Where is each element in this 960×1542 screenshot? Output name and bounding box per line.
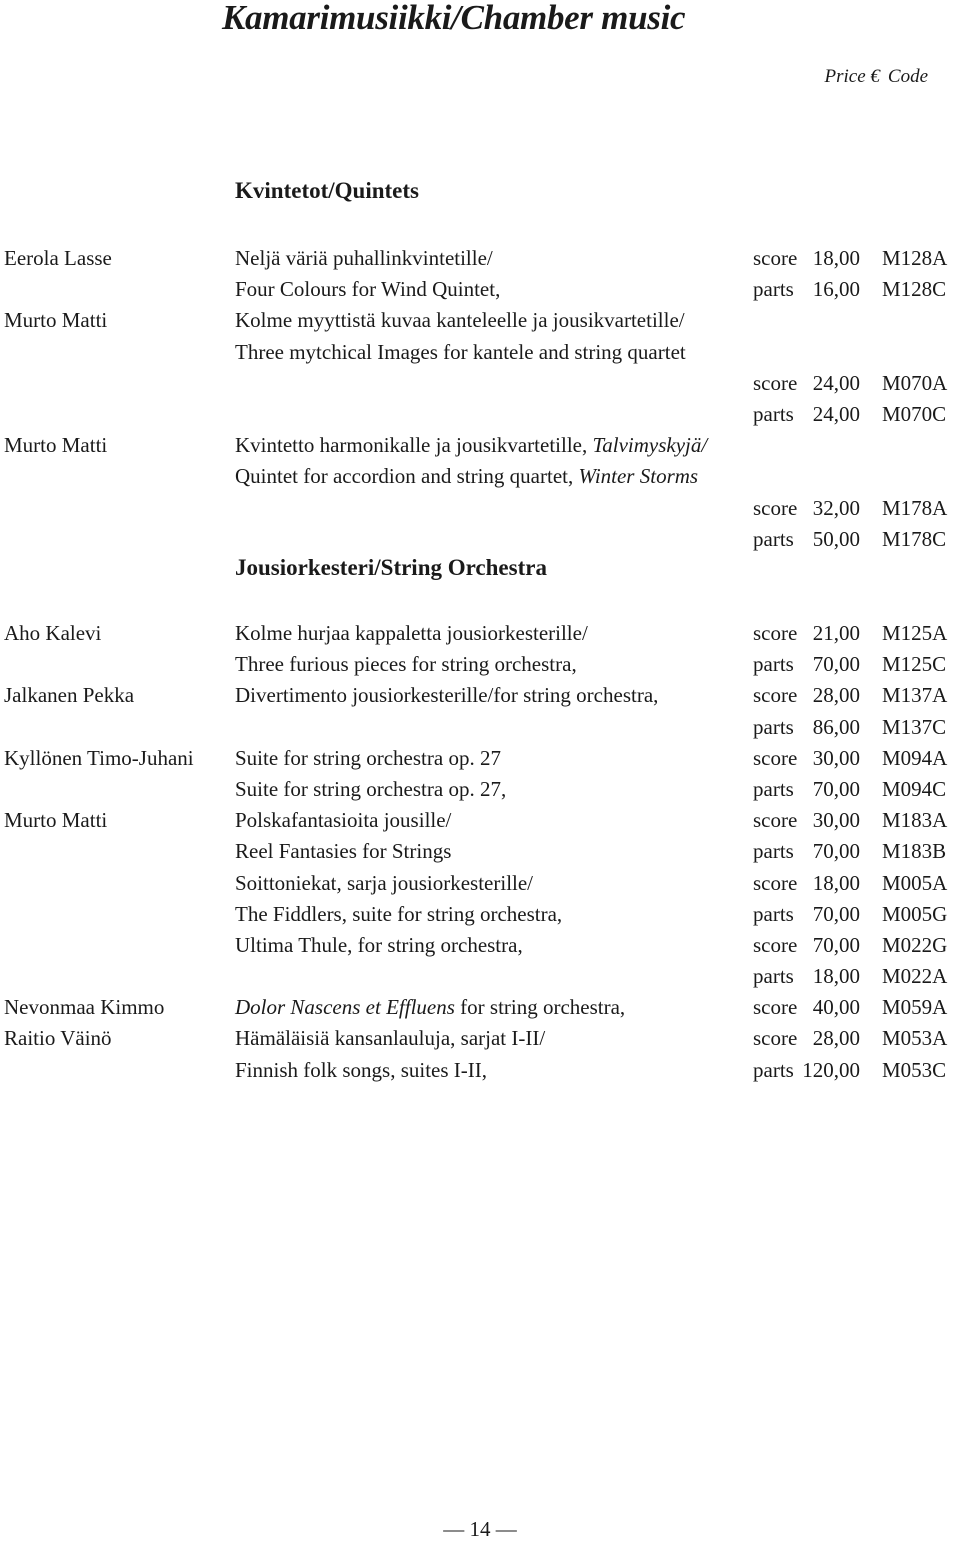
catalog-row	[0, 430, 960, 461]
work-title-text: Quintet for accordion and string quartet,	[235, 464, 579, 489]
catalog-row	[0, 368, 960, 399]
work-title-text: Finnish folk songs, suites I-II,	[235, 1057, 487, 1082]
publication-type: score	[753, 621, 798, 645]
work-title	[235, 743, 501, 774]
product-code: M183B	[882, 839, 947, 864]
work-title	[235, 930, 523, 961]
product-code: M128A	[882, 246, 948, 270]
publication-type: score	[753, 1026, 798, 1051]
composer-name: Murto Matti	[4, 433, 108, 458]
publication-type: score	[753, 246, 798, 270]
publication-type: parts	[753, 526, 794, 551]
work-title	[235, 805, 451, 836]
composer-name: Kyllönen Timo-Juhani	[4, 745, 194, 770]
price: 70,00	[812, 901, 860, 926]
catalog-row	[0, 868, 960, 899]
product-code: M183A	[882, 808, 948, 833]
product-code: M137A	[882, 683, 948, 708]
catalog-row	[0, 461, 960, 492]
work-title-text: Divertimento jousiorkesterille/for string orchestra,	[235, 683, 659, 708]
publication-type: score	[753, 932, 798, 957]
product-code: M128C	[882, 277, 947, 302]
price: 50,00	[812, 526, 860, 551]
catalog-row	[0, 930, 960, 961]
work-title-text: The Fiddlers, suite for string orchestra,	[235, 901, 563, 926]
catalog-row	[0, 493, 960, 524]
catalog-row	[0, 899, 960, 930]
section-heading-string-orchestra: Jousiorkesteri/String Orchestra	[235, 555, 547, 580]
catalog-row	[0, 743, 960, 774]
string-orchestra-entries	[0, 618, 960, 1086]
work-title	[235, 649, 577, 680]
work-title	[235, 680, 658, 711]
product-code: M053C	[882, 1057, 947, 1082]
work-title	[235, 305, 685, 336]
catalog-row	[0, 1055, 960, 1086]
work-title	[235, 774, 506, 805]
price: 70,00	[812, 652, 860, 677]
product-code: M178C	[882, 526, 947, 551]
publication-type: parts	[753, 964, 794, 989]
catalog-row	[0, 618, 960, 649]
section-heading-quintets: Kvintetot/Quintets	[235, 178, 419, 203]
product-code: M005A	[882, 870, 948, 895]
work-title-text: Soittoniekat, sarja jousiorkesterille/	[235, 870, 534, 895]
work-title	[235, 899, 562, 930]
work-title	[235, 618, 588, 649]
product-code: M094C	[882, 776, 947, 801]
publication-type: parts	[753, 401, 794, 426]
price: 30,00	[812, 745, 860, 770]
page-title: Kamarimusiikki/Chamber music	[222, 0, 686, 37]
work-title-text: Kolme hurjaa kappaletta jousiorkesterille/	[235, 621, 588, 645]
composer-name: Aho Kalevi	[4, 621, 102, 645]
work-title-text: Reel Fantasies for Strings	[235, 839, 452, 864]
work-title-text: Neljä väriä puhallinkvintetille/	[235, 246, 493, 270]
price: 28,00	[812, 1026, 860, 1051]
price: 86,00	[812, 714, 860, 739]
product-code: M005G	[882, 901, 948, 926]
catalog-row	[0, 712, 960, 743]
price: 18,00	[812, 870, 860, 895]
composer-name: Nevonmaa Kimmo	[4, 995, 165, 1020]
work-title	[235, 1055, 487, 1086]
work-title-italic: Dolor Nascens et Effluens	[235, 995, 455, 1020]
work-title-text: Suite for string orchestra op. 27,	[235, 776, 507, 801]
product-code: M178A	[882, 495, 948, 520]
composer-name: Murto Matti	[4, 808, 108, 833]
price: 70,00	[812, 776, 860, 801]
price-column-header: Price €	[824, 66, 880, 87]
price: 24,00	[812, 370, 860, 395]
publication-type: parts	[753, 714, 794, 739]
work-title-text: Three mytchical Images for kantele and string quartet	[235, 339, 686, 364]
catalog-row	[0, 649, 960, 680]
work-title-text: Ultima Thule, for string orchestra,	[235, 932, 523, 957]
work-title-text: for string orchestra,	[454, 995, 626, 1020]
work-title	[235, 274, 500, 305]
price: 28,00	[812, 683, 860, 708]
work-title	[235, 992, 625, 1023]
price: 18,00	[812, 246, 860, 270]
work-title-text: Hämäläisiä kansanlauluja, sarjat I-II/	[235, 1026, 546, 1051]
catalog-row	[0, 836, 960, 867]
publication-type: score	[753, 745, 798, 770]
quintets-entries	[0, 243, 960, 555]
catalog-row	[0, 337, 960, 368]
product-code: M059A	[882, 995, 948, 1020]
product-code: M094A	[882, 745, 948, 770]
work-title	[235, 1023, 545, 1054]
product-code: M137C	[882, 714, 947, 739]
work-title	[235, 868, 533, 899]
catalog-row	[0, 805, 960, 836]
work-title-text: Kolme myyttistä kuvaa kanteleelle ja jousikvartetille/	[235, 308, 685, 333]
catalog-row	[0, 274, 960, 305]
catalog-row	[0, 961, 960, 992]
column-headers	[824, 66, 928, 88]
product-code: M022G	[882, 932, 948, 957]
publication-type: parts	[753, 839, 794, 864]
publication-type: parts	[753, 277, 794, 302]
page-number: — 14 —	[443, 1517, 517, 1541]
price: 18,00	[812, 964, 860, 989]
work-title-text: Four Colours for Wind Quintet,	[235, 277, 501, 302]
catalog-row	[0, 399, 960, 430]
work-title-text: Kvintetto harmonikalle ja jousikvartetille,	[235, 433, 593, 458]
price: 40,00	[812, 995, 860, 1020]
composer-name: Murto Matti	[4, 308, 108, 333]
composer-name: Jalkanen Pekka	[4, 683, 135, 708]
work-title-text: Suite for string orchestra op. 27	[235, 745, 501, 770]
price: 30,00	[812, 808, 860, 833]
work-title-text: Three furious pieces for string orchestra,	[235, 652, 577, 677]
price: 70,00	[812, 932, 860, 957]
publication-type: score	[753, 683, 798, 708]
product-code: M070C	[882, 401, 947, 426]
product-code: M053A	[882, 1026, 948, 1051]
publication-type: score	[753, 870, 798, 895]
product-code: M125C	[882, 652, 947, 677]
work-title	[235, 461, 698, 492]
work-title	[235, 430, 707, 461]
catalog-row	[0, 774, 960, 805]
publication-type: score	[753, 995, 798, 1020]
price: 24,00	[812, 401, 860, 426]
product-code: M070A	[882, 370, 948, 395]
catalog-row	[0, 992, 960, 1023]
price: 21,00	[812, 621, 860, 645]
price: 32,00	[812, 495, 860, 520]
price: 16,00	[812, 277, 860, 302]
product-code: M125A	[882, 621, 948, 645]
catalog-row	[0, 524, 960, 555]
work-title-italic: Winter Storms	[578, 464, 699, 489]
product-code: M022A	[882, 964, 948, 989]
publication-type: parts	[753, 652, 794, 677]
publication-type: parts	[753, 776, 794, 801]
work-title	[235, 243, 493, 274]
composer-name: Raitio Väinö	[4, 1026, 112, 1051]
publication-type: parts	[753, 1057, 794, 1082]
publication-type: score	[753, 370, 798, 395]
catalog-row	[0, 305, 960, 336]
composer-name: Eerola Lasse	[4, 246, 112, 270]
work-title-italic: Talvimyskyjä/	[592, 433, 708, 458]
catalog-row	[0, 1023, 960, 1054]
price: 120,00	[802, 1057, 860, 1082]
publication-type: parts	[753, 901, 794, 926]
catalog-row	[0, 680, 960, 711]
work-title-text: Polskafantasioita jousille/	[235, 808, 452, 833]
price: 70,00	[812, 839, 860, 864]
catalog-row	[0, 243, 960, 274]
publication-type: score	[753, 808, 798, 833]
work-title	[235, 337, 686, 368]
publication-type: score	[753, 495, 798, 520]
code-column-header: Code	[887, 66, 928, 87]
work-title	[235, 836, 451, 867]
